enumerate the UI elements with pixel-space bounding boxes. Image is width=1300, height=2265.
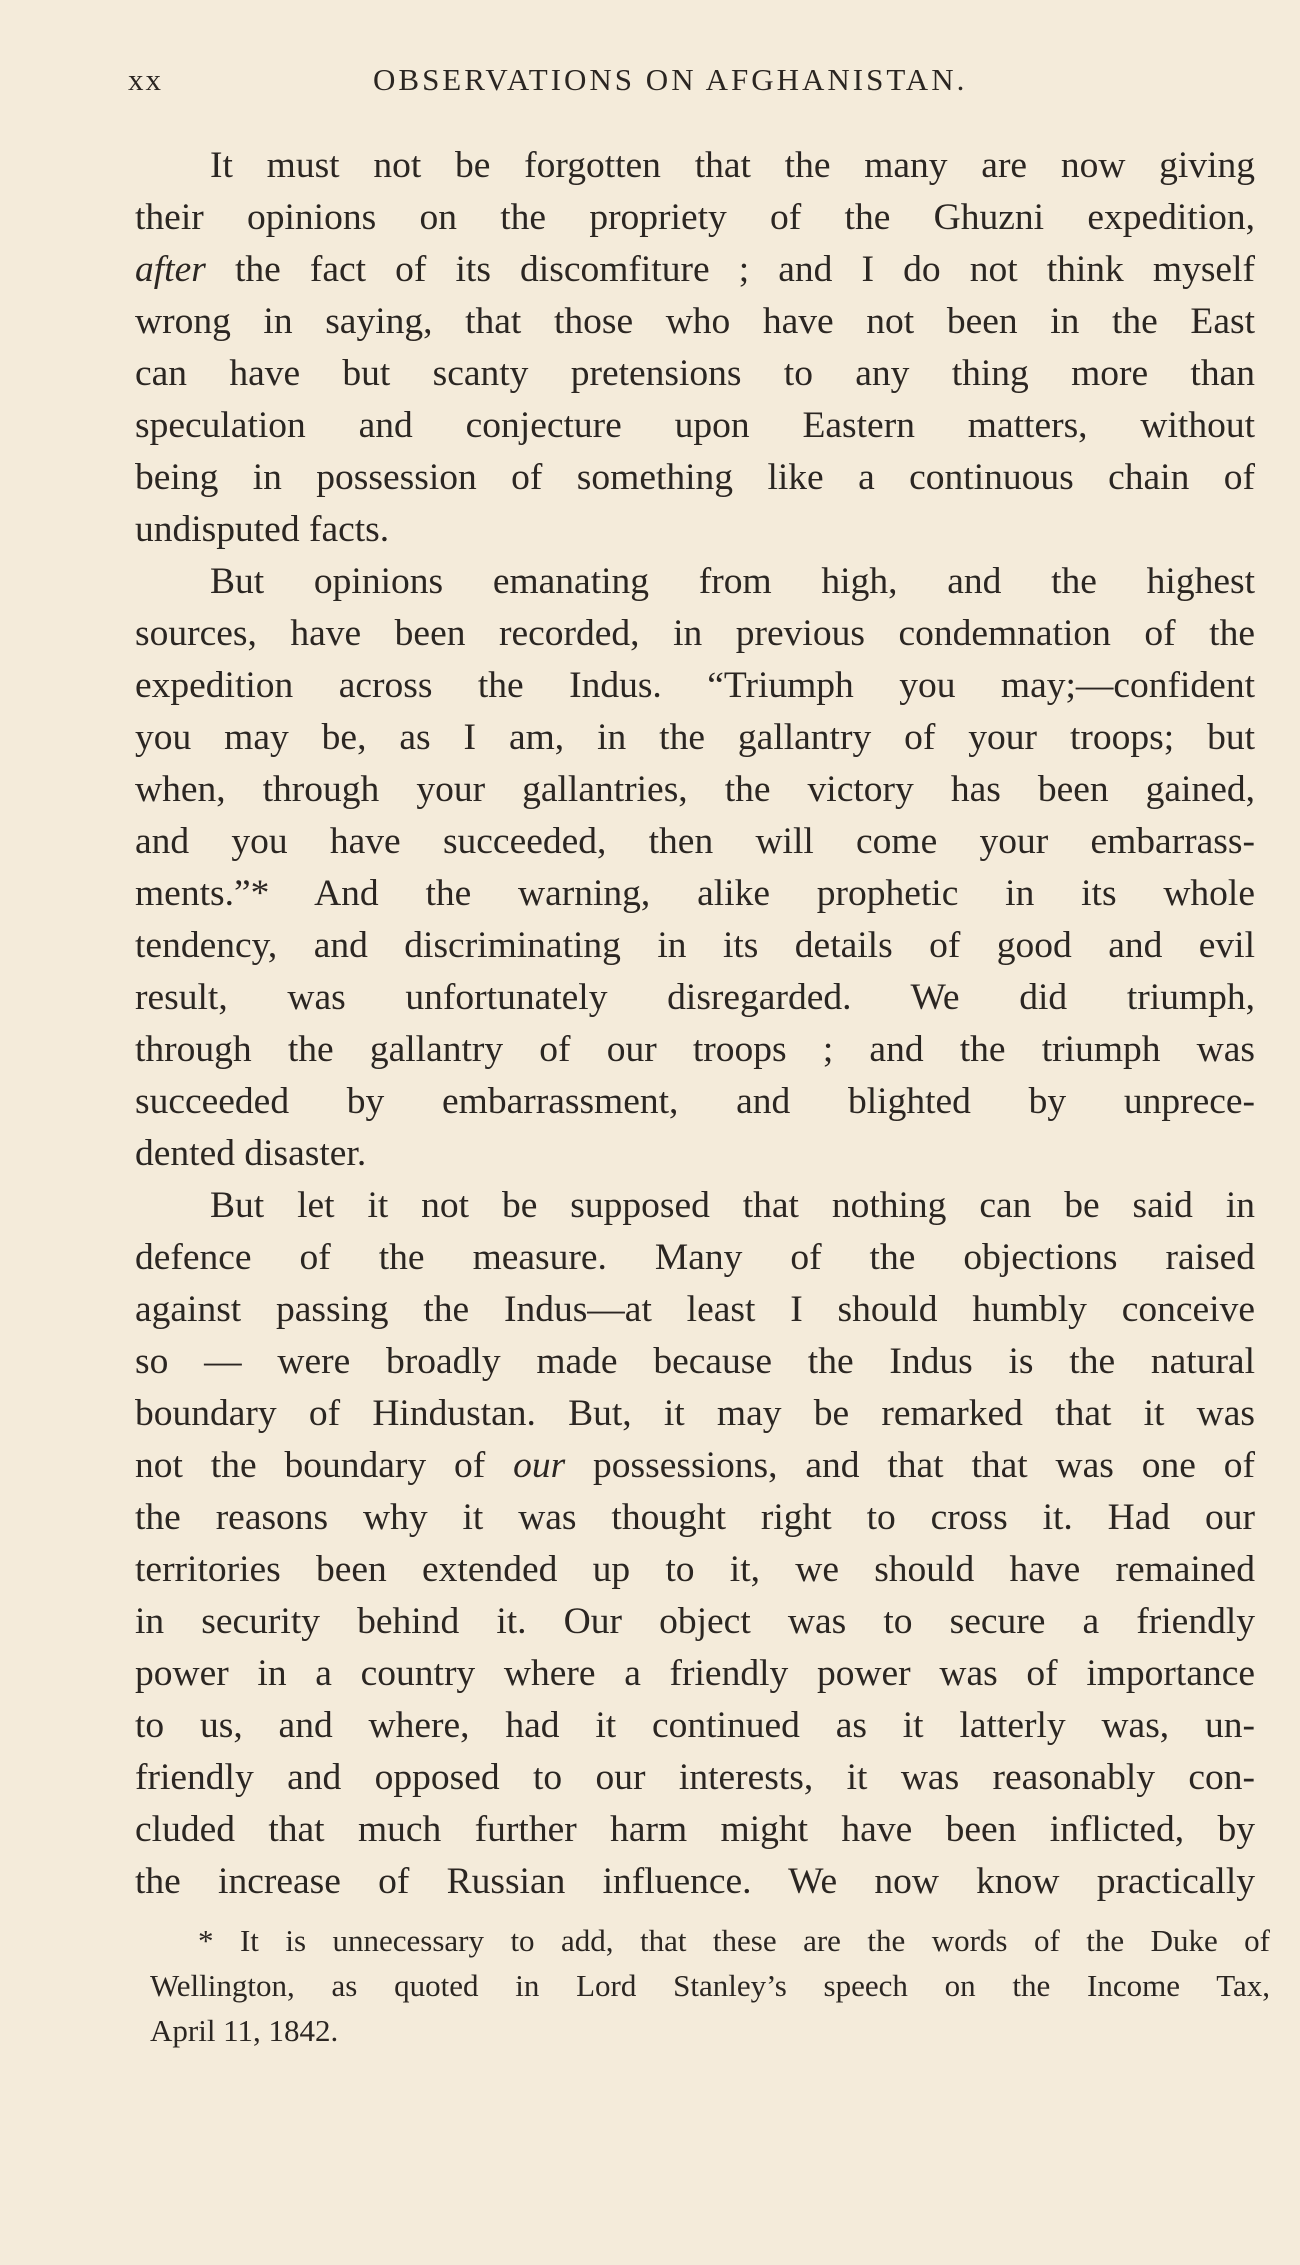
paragraph-2 <box>135 556 1255 1180</box>
text-line: succeeded by embarrassment, and blighted by unprece- <box>135 1081 1255 1122</box>
text-line: can have but scanty pretensions to any thing more than <box>135 353 1255 394</box>
text-line <box>135 244 1255 296</box>
text-fragment: possessions, and that that was one of <box>565 1445 1255 1486</box>
footnote-line: Wellington, as quoted in Lord Stanley’s speech on the Income Tax, <box>150 1968 1270 2003</box>
paragraph-1 <box>135 140 1255 556</box>
text-line: result, was unfortunately disregarded. We did triumph, <box>135 977 1255 1018</box>
text-line <box>135 1440 1255 1492</box>
italic-word: after <box>135 249 206 290</box>
text-line: But opinions emanating from high, and the highest <box>210 561 1255 602</box>
text-line: their opinions on the propriety of the Ghuzni expedition, <box>135 197 1255 238</box>
text-line: friendly and opposed to our interests, it was reasonably con- <box>135 1757 1255 1798</box>
text-line: the increase of Russian influence. We now know practically <box>135 1861 1255 1902</box>
text-line: expedition across the Indus. “Triumph you may;—confident <box>135 665 1255 706</box>
text-line: you may be, as I am, in the gallantry of your troops; but <box>135 717 1255 758</box>
text-line: defence of the measure. Many of the objections raised <box>135 1237 1255 1278</box>
text-line: wrong in saying, that those who have not been in the East <box>135 301 1255 342</box>
text-line: speculation and conjecture upon Eastern matters, without <box>135 405 1255 446</box>
text-line: to us, and where, had it continued as it latterly was, un- <box>135 1705 1255 1746</box>
text-line: It must not be forgotten that the many are now giving <box>210 145 1255 186</box>
page-header <box>128 62 1268 112</box>
italic-word: our <box>513 1445 566 1486</box>
footnote <box>150 1918 1270 2053</box>
text-line: sources, have been recorded, in previous condemnation of the <box>135 613 1255 654</box>
text-line: through the gallantry of our troops ; and the triumph was <box>135 1029 1255 1070</box>
text-line: in security behind it. Our object was to secure a friendly <box>135 1601 1255 1642</box>
text-line: ments.”* And the warning, alike prophetic in its whole <box>135 873 1255 914</box>
text-line: so — were broadly made because the Indus is the natural <box>135 1341 1255 1382</box>
footnote-line: April 11, 1842. <box>150 2013 339 2048</box>
text-line: undisputed facts. <box>135 509 390 550</box>
paragraph-3 <box>135 1180 1255 1908</box>
text-line: when, through your gallantries, the victory has been gained, <box>135 769 1255 810</box>
text-line: against passing the Indus—at least I should humbly conceive <box>135 1289 1255 1330</box>
text-fragment: the fact of its discomfiture ; and I do not think myself <box>205 249 1255 290</box>
text-line: tendency, and discriminating in its details of good and evil <box>135 925 1255 966</box>
text-line: boundary of Hindustan. But, it may be remarked that it was <box>135 1393 1255 1434</box>
text-line: being in possession of something like a continuous chain of <box>135 457 1255 498</box>
text-line: the reasons why it was thought right to cross it. Had our <box>135 1497 1255 1538</box>
text-line: But let it not be supposed that nothing can be said in <box>210 1185 1255 1226</box>
text-line: and you have succeeded, then will come your embarrass- <box>135 821 1255 862</box>
text-line: power in a country where a friendly power was of importance <box>135 1653 1255 1694</box>
running-title: OBSERVATIONS ON AFGHANISTAN. <box>373 62 968 97</box>
footnote-line: * It is unnecessary to add, that these are the words of the Duke of <box>198 1923 1270 1958</box>
text-line: dented disaster. <box>135 1133 367 1174</box>
text-line: cluded that much further harm might have been inflicted, by <box>135 1809 1255 1850</box>
page-number: xx <box>128 62 163 97</box>
body-text <box>135 140 1255 1908</box>
text-fragment: not the boundary of <box>135 1445 514 1486</box>
text-line: territories been extended up to it, we should have remained <box>135 1549 1255 1590</box>
